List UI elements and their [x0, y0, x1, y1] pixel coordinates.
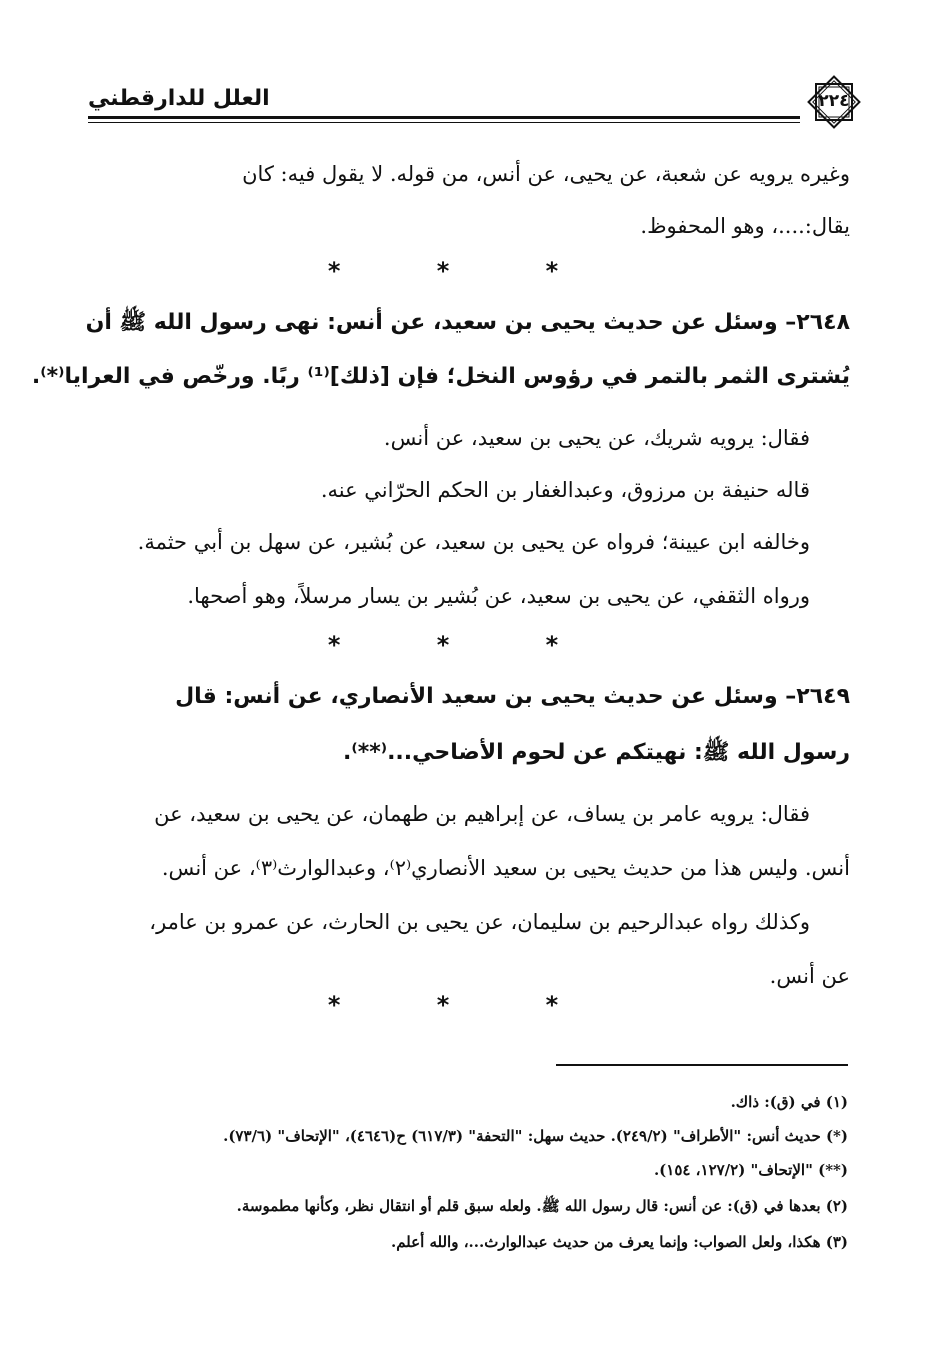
- footnote: (*) حديث أنس: "الأطراف" (٢٤٩/٢). حديث سهل: "التحفة" (٦١٧/٣) ح(٤٦٤٦)، "الإتحاف" (٧٣/٦).: [223, 1127, 848, 1145]
- entry-2648-answer-line: فقال: يرويه شريك، عن يحيى بن سعيد، عن أنس.: [383, 426, 810, 450]
- entry-2649-answer-line: أنس. وليس هذا من حديث يحيى بن سعيد الأنصاري⁽٢⁾، وعبدالوارث⁽٣⁾، عن أنس.: [161, 856, 850, 880]
- entry-2648-answer-line: وخالفه ابن عيينة؛ فرواه عن يحيى بن سعيد، عن بُشير، عن سهل بن أبي حثمة.: [137, 530, 810, 554]
- page-header: [88, 78, 858, 128]
- section-separator: * * *: [327, 991, 603, 1019]
- footnote: (٣) هكذا، ولعل الصواب: وإنما يعرف من حديث عبدالوارث...، والله أعلم.: [390, 1233, 848, 1251]
- section-separator: * * *: [327, 631, 603, 659]
- entry-2649-answer-line: فقال: يرويه عامر بن يساف، عن إبراهيم بن طهمان، عن يحيى بن سعيد، عن: [154, 802, 810, 826]
- entry-2648-answer-line: ورواه الثقفي، عن يحيى بن سعيد، عن بُشير بن يسار مرسلاً، وهو أصحها.: [187, 584, 810, 608]
- intro-line-1: وغيره يرويه عن شعبة، عن يحيى، عن أنس، من قوله. لا يقول فيه: كان: [242, 162, 850, 186]
- page-number: ٢٢٤: [818, 91, 850, 111]
- intro-line-2: يقال:....، وهو المحفوظ.: [640, 214, 850, 238]
- header-rule-thin: [88, 122, 800, 123]
- section-separator: * * *: [327, 257, 603, 285]
- entry-2648-question-line-1: ٢٦٤٨– وسئل عن حديث يحيى بن سعيد، عن أنس: نهى رسول الله ﷺ أن: [85, 310, 850, 335]
- page-number-badge: [804, 72, 864, 132]
- entry-2649-answer-line: وكذلك رواه عبدالرحيم بن سليمان، عن يحيى بن الحارث، عن عمرو بن عامر،: [149, 910, 810, 934]
- footnote: (١) في (ق): ذاك.: [730, 1093, 848, 1111]
- footnote: (**) "الإتحاف" (١٢٧/٢، ١٥٤).: [653, 1161, 848, 1179]
- footnote-rule: [556, 1064, 848, 1066]
- entry-2648-question-line-2: يُشترى الثمر بالتمر في رؤوس النخل؛ فإن [ذلك]⁽¹⁾ ربًا. ورخّص في العرايا⁽*⁾.: [31, 364, 850, 389]
- entry-2649-answer-line: عن أنس.: [769, 964, 850, 988]
- book-title: العلل للدارقطني: [88, 86, 270, 111]
- footnote: (٢) بعدها في (ق): عن أنس: قال رسول الله ﷺ. ولعله سبق قلم أو انتقال نظر، وكأنها مطموسة.: [236, 1197, 848, 1215]
- header-rule-thick: [88, 116, 800, 119]
- entry-2649-question-line-2: رسول الله ﷺ: نهيتكم عن لحوم الأضاحي...⁽**⁾.: [343, 740, 850, 765]
- entry-2648-answer-line: قاله حنيفة بن مرزوق، وعبدالغفار بن الحكم الحرّاني عنه.: [320, 478, 810, 502]
- entry-2649-question-line-1: ٢٦٤٩– وسئل عن حديث يحيى بن سعيد الأنصاري، عن أنس: قال: [175, 684, 850, 709]
